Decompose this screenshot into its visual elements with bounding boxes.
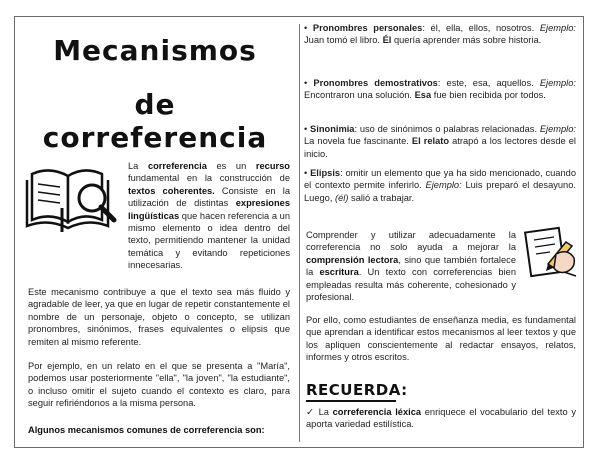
- title-line-2: de correferencia: [42, 88, 268, 154]
- recuerda-heading: RECUERDA:: [306, 381, 408, 399]
- writing-hand-icon: [520, 224, 580, 280]
- title-line-1: Mecanismos: [53, 34, 257, 67]
- bullet-pronombres-personales: • Pronombres personales: él, ella, ellos, nosotros. Ejemplo: Juan tomó el libro. Él quería aprender más sobre historia.: [304, 23, 577, 46]
- recuerda-underline: [306, 400, 396, 402]
- bullet-sinonimia: • Sinonimia: uso de sinónimos o palabras relacionadas. Ejemplo: La novela fue fascinante. El relato atrapó a los lectores desde el inicio.: [304, 124, 576, 159]
- recuerda-note: ✓ La correferencia léxica enriquece el vocabulario del texto y aporta variedad estilística.: [306, 407, 576, 430]
- paragraph-example: Por ejemplo, en un relato en el que se presenta a "María", podemos usar posteriormente "ella", "la joven", "la estudiante", o incluso omitir el sujeto cuando el contexto es claro, para seguir refiriéndonos a la misma persona.: [28, 361, 290, 409]
- mechanisms-intro: Algunos mecanismos comunes de correferencia son:: [28, 425, 265, 435]
- intro-paragraph: La correferencia es un recurso fundamental en la construcción de textos coherentes. Consiste en la utilización de distintas expresiones lingüísticas que hacen referencia a un mismo elemento o idea dentro del texto, permitiendo mantener la unidad temática y evitando repeticiones innecesarias.: [128, 161, 291, 271]
- bullet-elipsis: • Elipsis: omitir un elemento que ya ha sido mencionado, cuando el contexto permite inferirlo. Ejemplo: Luis preparó el desayuno. Luego, (él) salió a trabajar.: [304, 168, 576, 203]
- paragraph-comprension: Comprender y utilizar adecuadamente la correferencia no solo ayuda a mejorar la comprensión lectora, sino que también fortalece la escritura. Un texto con correferencias bien empleadas resulta más coherente, cohesionado y profesional.: [306, 230, 516, 303]
- column-divider: [299, 24, 300, 442]
- bullet-pronombres-demostrativos: • Pronombres demostrativos: este, esa, aquellos. Ejemplo: Encontraron una solución. Esa fue bien recibida por todos.: [304, 78, 576, 101]
- check-icon: ✓: [306, 407, 315, 417]
- paragraph-fluidity: Este mecanismo contribuye a que el texto sea más fluido y agradable de leer, ya que en lugar de repetir constantemente el nombre de un personaje, objeto o concepto, se utilizan pronombres, sinónimos, frases equivalentes o elipsis que remiten al mismo referente.: [28, 287, 290, 347]
- paragraph-estudiantes: Por ello, como estudiantes de enseñanza media, es fundamental que aprendan a identificar estos mecanismos al leer textos y que los apliquen conscientemente al redactar ensayos, relatos, informes y otros escritos.: [306, 315, 576, 363]
